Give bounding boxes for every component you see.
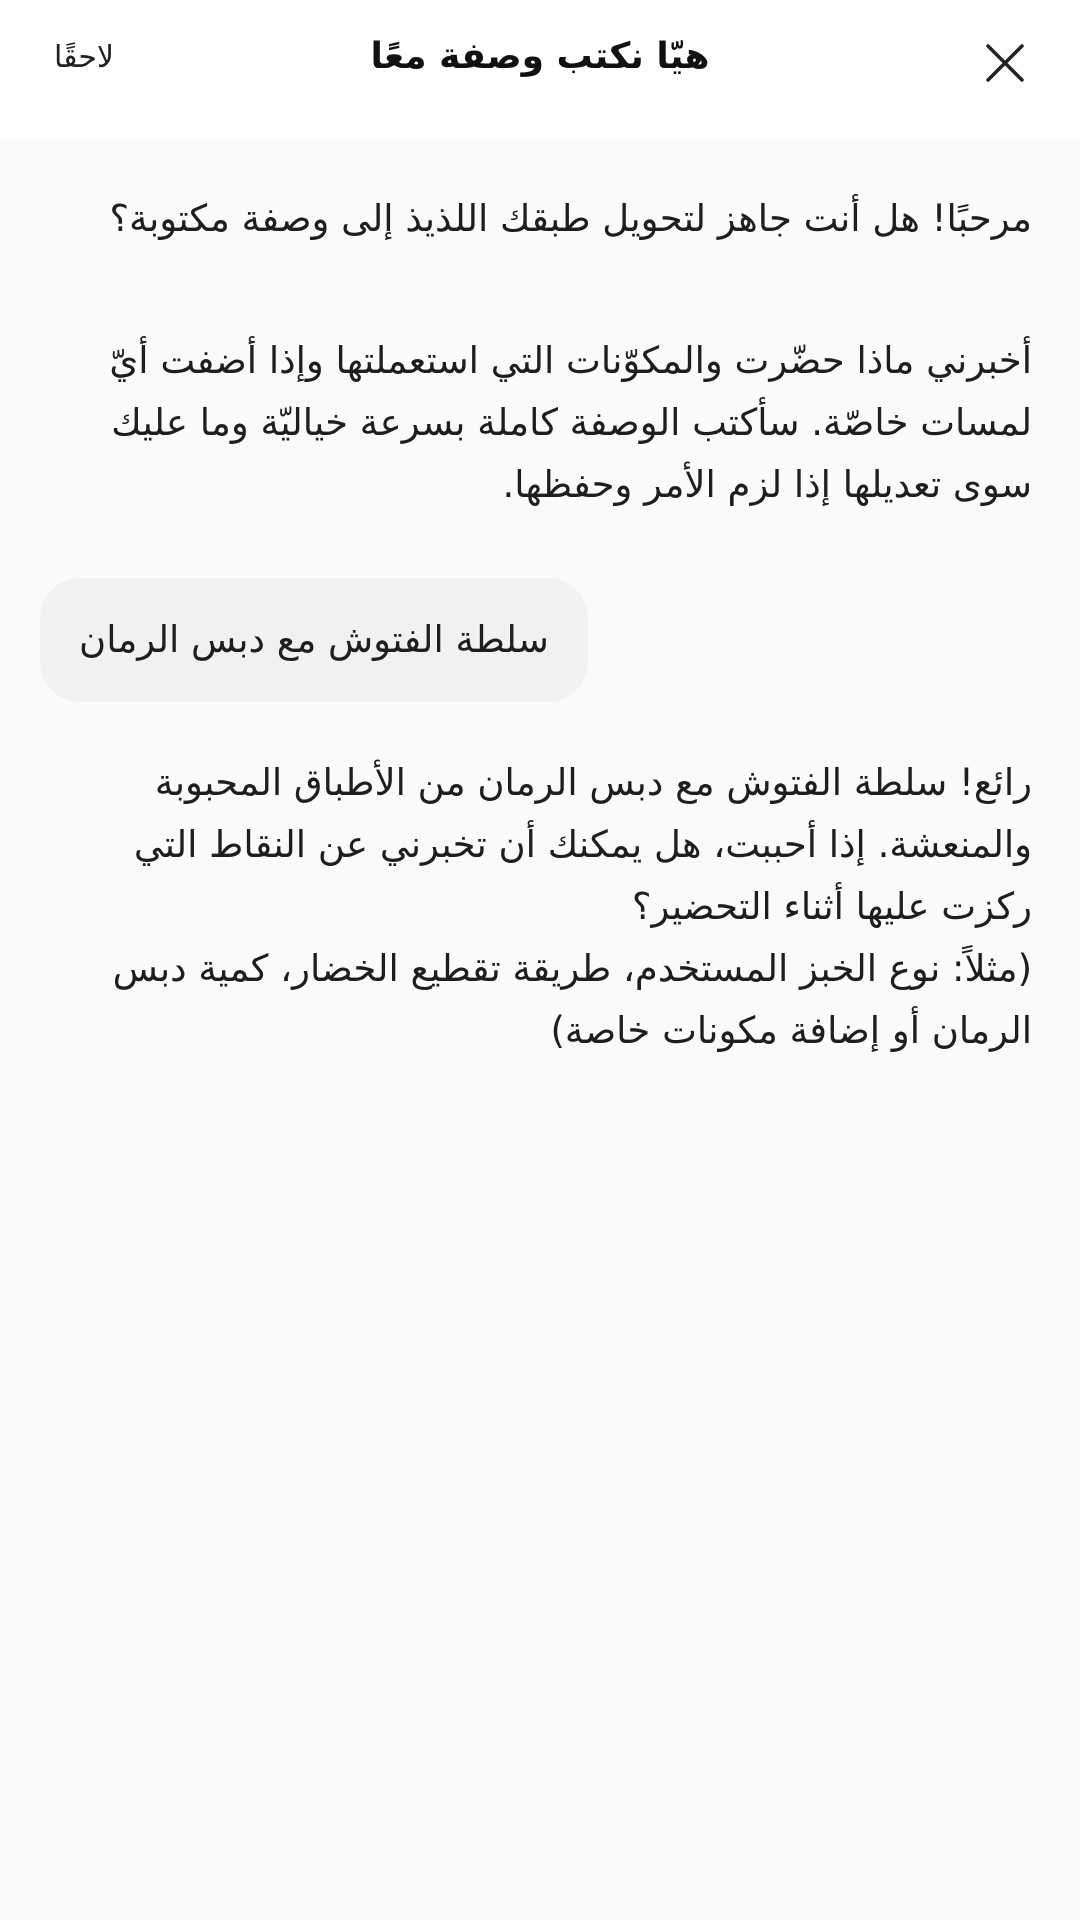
assistant-instructions bbox=[52, 330, 1032, 516]
page-title: هيّا نكتب وصفة معًا bbox=[370, 36, 710, 77]
assistant-reply-line: والمنعشة. إذا أحببت، هل يمكنك أن تخبرني عن النقاط التي bbox=[133, 823, 1032, 866]
user-message-bubble: سلطة الفتوش مع دبس الرمان bbox=[40, 578, 588, 702]
assistant-instructions-line: أخبرني ماذا حضّرت والمكوّنات التي استعملتها وإذا أضفت أيّ bbox=[109, 339, 1032, 382]
assistant-reply-line: (مثلاً: نوع الخبز المستخدم، طريقة تقطيع الخضار، كمية دبس bbox=[112, 947, 1032, 990]
assistant-reply-line: الرمان أو إضافة مكونات خاصة) bbox=[550, 1009, 1032, 1052]
assistant-instructions-line: سوى تعديلها إذا لزم الأمر وحفظها. bbox=[502, 463, 1032, 506]
top-bar bbox=[0, 0, 1080, 140]
chat-area bbox=[0, 140, 1080, 1920]
assistant-reply-line: رائع! سلطة الفتوش مع دبس الرمان من الأطباق المحبوبة bbox=[154, 761, 1032, 804]
assistant-instructions-line: لمسات خاصّة. سأكتب الوصفة كاملة بسرعة خياليّة وما عليك bbox=[111, 401, 1032, 444]
assistant-reply bbox=[52, 752, 1032, 1062]
assistant-greeting: مرحبًا! هل أنت جاهز لتحويل طبقك اللذيذ إلى وصفة مكتوبة؟ bbox=[109, 197, 1032, 240]
assistant-reply-line: ركزت عليها أثناء التحضير؟ bbox=[631, 885, 1032, 928]
close-icon bbox=[980, 38, 1030, 88]
close-button[interactable] bbox=[980, 38, 1030, 88]
later-button[interactable]: لاحقًا bbox=[54, 40, 114, 75]
